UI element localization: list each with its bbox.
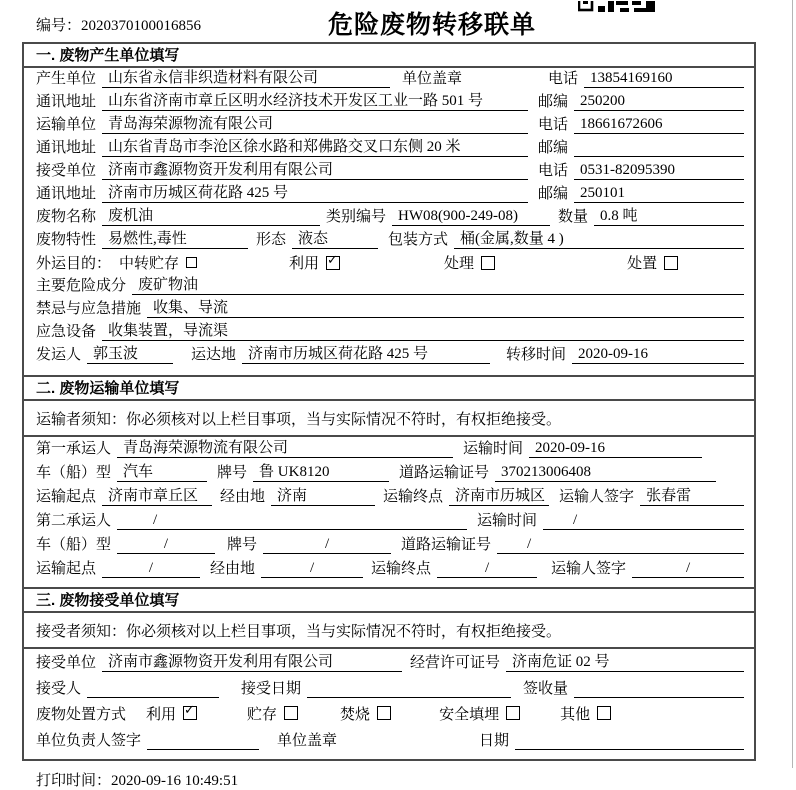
row-responsible-signature bbox=[24, 727, 754, 753]
transport-time-label: 运输时间 bbox=[477, 513, 538, 529]
accept-date-value bbox=[307, 680, 511, 698]
section2-title: 二. 废物运输单位填写 bbox=[24, 375, 754, 401]
dispatcher-value: 郭玉波 bbox=[87, 342, 173, 364]
row-producer-address bbox=[24, 91, 754, 114]
print-time-value: 2020-09-16 10:49:51 bbox=[111, 773, 239, 789]
route-start-label: 运输起点 bbox=[36, 489, 97, 505]
responsible-signature-value bbox=[147, 732, 259, 750]
acceptor-label: 接受人 bbox=[36, 681, 82, 697]
carrier-signature-value: / bbox=[632, 560, 744, 578]
second-carrier-label: 第二承运人 bbox=[36, 513, 112, 529]
emergency-equipment-value: 收集装置，导流渠 bbox=[102, 319, 744, 341]
zip-value: 250200 bbox=[574, 93, 744, 111]
plate-label: 牌号 bbox=[217, 465, 248, 481]
license-label: 经营许可证号 bbox=[410, 655, 501, 671]
packaging-value: 桶(金属,数量 4 ) bbox=[454, 227, 744, 249]
waste-name-value: 废机油 bbox=[102, 204, 320, 226]
print-time bbox=[36, 769, 796, 790]
route-end-value: / bbox=[437, 560, 537, 578]
option-label: 其他 bbox=[560, 706, 591, 723]
transport-time-value: 2020-09-16 bbox=[529, 440, 702, 458]
transport-unit-label: 运输单位 bbox=[36, 117, 97, 133]
print-time-label: 打印时间： bbox=[36, 773, 112, 789]
purpose-option-dispose bbox=[627, 252, 678, 273]
disposal-option-incinerate bbox=[340, 703, 391, 724]
vehicle-type-value: 汽车 bbox=[117, 460, 207, 482]
route-via-value: 济南 bbox=[271, 484, 375, 506]
purpose-option-utilize bbox=[289, 252, 340, 273]
address-label: 通讯地址 bbox=[36, 140, 97, 156]
route-start-value: 济南市章丘区 bbox=[102, 484, 212, 506]
quantity-value: 0.8 吨 bbox=[594, 204, 744, 226]
received-qty-label: 签收量 bbox=[523, 681, 569, 697]
manifest-form bbox=[22, 42, 756, 761]
route-start-value: / bbox=[102, 560, 200, 578]
plate-value: / bbox=[263, 536, 391, 554]
disposal-option-storage bbox=[247, 703, 298, 724]
packaging-label: 包装方式 bbox=[388, 232, 449, 248]
row-vehicle-1 bbox=[24, 461, 754, 485]
plate-label: 牌号 bbox=[227, 537, 258, 553]
checkbox-icon bbox=[183, 706, 197, 720]
accept-unit-value: 济南市鑫源物资开发利用有限公司 bbox=[102, 650, 402, 672]
route-via-label: 经由地 bbox=[210, 561, 256, 577]
plate-value: 鲁 UK8120 bbox=[253, 460, 389, 482]
checkbox-icon bbox=[284, 706, 298, 720]
responsible-signature-label: 单位负责人签字 bbox=[36, 733, 142, 749]
row-second-carrier bbox=[24, 509, 754, 533]
route-via-label: 经由地 bbox=[220, 489, 266, 505]
option-label: 中转贮存 bbox=[119, 256, 180, 272]
transport-time-label: 运输时间 bbox=[463, 441, 524, 457]
transfer-time-value: 2020-09-16 bbox=[572, 346, 744, 364]
section-transporter bbox=[24, 375, 754, 587]
vehicle-type-label: 车（船）型 bbox=[36, 465, 112, 481]
acceptor-value bbox=[87, 680, 219, 698]
serial-value: 2020370100016856 bbox=[81, 18, 202, 34]
row-first-carrier bbox=[24, 437, 754, 461]
checkbox-icon bbox=[186, 257, 197, 268]
quantity-label: 数量 bbox=[558, 209, 589, 225]
row-hazard-component bbox=[24, 275, 754, 298]
row-accept-unit bbox=[24, 649, 754, 675]
option-label: 焚烧 bbox=[340, 706, 371, 723]
zip-value bbox=[574, 139, 744, 157]
checkbox-icon bbox=[377, 706, 391, 720]
road-permit-label: 道路运输证号 bbox=[401, 537, 492, 553]
carrier-signature-value: 张春雷 bbox=[640, 484, 744, 506]
form-label: 形态 bbox=[256, 232, 287, 248]
address-label: 通讯地址 bbox=[36, 186, 97, 202]
option-label: 利用 bbox=[146, 706, 177, 723]
row-transport-unit bbox=[24, 114, 754, 137]
row-vehicle-2 bbox=[24, 533, 754, 557]
option-label: 处理 bbox=[444, 256, 475, 272]
row-waste-property bbox=[24, 229, 754, 252]
hazard-value: 废矿物油 bbox=[132, 273, 744, 295]
qr-code-fragment bbox=[578, 0, 656, 17]
license-value: 济南危证 02 号 bbox=[506, 650, 744, 672]
row-dispatch bbox=[24, 344, 754, 367]
emergency-equipment-label: 应急设备 bbox=[36, 324, 97, 340]
row-transport-address bbox=[24, 137, 754, 160]
disposal-method-label: 废物处置方式 bbox=[36, 706, 127, 723]
address-label: 通讯地址 bbox=[36, 94, 97, 110]
route-start-label: 运输起点 bbox=[36, 561, 97, 577]
serial-label: 编号： bbox=[36, 18, 82, 34]
category-code-value: HW08(900-249-08) bbox=[392, 208, 550, 226]
row-emergency-measures bbox=[24, 298, 754, 321]
checkbox-icon bbox=[597, 706, 611, 720]
route-via-value: / bbox=[261, 560, 363, 578]
phone-label: 电话 bbox=[537, 163, 568, 179]
option-label: 安全填埋 bbox=[439, 706, 500, 723]
zip-label: 邮编 bbox=[537, 140, 568, 156]
destination-value: 济南市历城区荷花路 425 号 bbox=[242, 342, 490, 364]
checkbox-icon bbox=[326, 256, 340, 270]
page-right-edge bbox=[792, 0, 793, 768]
date-label: 日期 bbox=[479, 733, 510, 749]
carrier-signature-label: 运输人签字 bbox=[559, 489, 635, 505]
transport-time-value: / bbox=[543, 512, 744, 530]
receiver-notice: 接受者须知：你必须核对以上栏目事项，当与实际情况不符时，有权拒绝接受。 bbox=[24, 613, 754, 649]
destination-label: 运达地 bbox=[191, 347, 237, 363]
carrier-signature-label: 运输人签字 bbox=[551, 561, 627, 577]
phone-value: 18661672606 bbox=[574, 116, 744, 134]
received-qty-value bbox=[574, 680, 744, 698]
disposal-option-utilize bbox=[146, 703, 197, 724]
option-label: 贮存 bbox=[247, 706, 278, 723]
row-receiver-address bbox=[24, 183, 754, 206]
phone-value: 13854169160 bbox=[584, 70, 744, 88]
address-value: 山东省青岛市李沧区徐水路和郑佛路交叉口东侧 20 米 bbox=[102, 135, 528, 157]
zip-label: 邮编 bbox=[537, 94, 568, 110]
section1-title: 一. 废物产生单位填写 bbox=[24, 44, 754, 68]
phone-label: 电话 bbox=[537, 117, 568, 133]
date-value bbox=[515, 732, 744, 750]
route-end-value: 济南市历城区 bbox=[449, 484, 549, 506]
row-disposal-method bbox=[24, 701, 754, 727]
page-title: 危险废物转移联单 bbox=[327, 11, 536, 39]
option-label: 处置 bbox=[627, 256, 658, 272]
row-acceptance bbox=[24, 675, 754, 701]
option-label: 利用 bbox=[289, 256, 320, 272]
form-value: 液态 bbox=[292, 227, 378, 249]
disposal-option-landfill bbox=[439, 703, 520, 724]
route-end-label: 运输终点 bbox=[371, 561, 432, 577]
receiver-unit-label: 接受单位 bbox=[36, 163, 97, 179]
disposal-option-other bbox=[560, 703, 611, 724]
purpose-option-transfer-storage bbox=[119, 252, 197, 273]
row-waste-name bbox=[24, 206, 754, 229]
first-carrier-value: 青岛海荣源物流有限公司 bbox=[117, 436, 453, 458]
road-permit-value: / bbox=[497, 536, 744, 554]
transport-unit-value: 青岛海荣源物流有限公司 bbox=[102, 112, 528, 134]
row-route-2 bbox=[24, 557, 754, 581]
accept-unit-label: 接受单位 bbox=[36, 655, 97, 671]
route-end-label: 运输终点 bbox=[383, 489, 444, 505]
row-receiver-unit bbox=[24, 160, 754, 183]
zip-value: 250101 bbox=[574, 185, 744, 203]
phone-label: 电话 bbox=[548, 71, 579, 87]
zip-label: 邮编 bbox=[537, 186, 568, 202]
unit-seal-label: 单位盖章 bbox=[277, 733, 338, 749]
document-header bbox=[0, 0, 796, 42]
emergency-measures-label: 禁忌与应急措施 bbox=[36, 301, 142, 317]
address-value: 山东省济南市章丘区明水经济技术开发区工业一路 501 号 bbox=[102, 89, 528, 111]
emergency-measures-value: 收集、导流 bbox=[147, 296, 744, 318]
row-emergency-equipment bbox=[24, 321, 754, 344]
purpose-label: 外运目的： bbox=[36, 256, 112, 272]
hazard-label: 主要危险成分 bbox=[36, 278, 127, 294]
section-receiver bbox=[24, 587, 754, 759]
vehicle-type-value: / bbox=[117, 536, 215, 554]
waste-property-value: 易燃性,毒性 bbox=[102, 227, 248, 249]
second-carrier-value: / bbox=[117, 512, 467, 530]
producer-unit-value: 山东省永信非织造材料有限公司 bbox=[102, 66, 390, 88]
transfer-time-label: 转移时间 bbox=[506, 347, 567, 363]
producer-unit-label: 产生单位 bbox=[36, 71, 97, 87]
waste-property-label: 废物特性 bbox=[36, 232, 97, 248]
purpose-option-treat bbox=[444, 252, 495, 273]
accept-date-label: 接受日期 bbox=[241, 681, 302, 697]
address-value: 济南市历城区荷花路 425 号 bbox=[102, 181, 528, 203]
waste-name-label: 废物名称 bbox=[36, 209, 97, 225]
checkbox-icon bbox=[481, 256, 495, 270]
section-producer bbox=[24, 44, 754, 375]
section3-title: 三. 废物接受单位填写 bbox=[24, 587, 754, 613]
row-transfer-purpose bbox=[24, 252, 754, 275]
road-permit-value: 370213006408 bbox=[495, 464, 716, 482]
receiver-unit-value: 济南市鑫源物资开发利用有限公司 bbox=[102, 158, 528, 180]
dispatcher-label: 发运人 bbox=[36, 347, 82, 363]
unit-seal-label: 单位盖章 bbox=[402, 71, 463, 87]
checkbox-icon bbox=[664, 256, 678, 270]
row-route-1 bbox=[24, 485, 754, 509]
row-producer-unit bbox=[24, 68, 754, 91]
phone-value: 0531-82095390 bbox=[574, 162, 744, 180]
first-carrier-label: 第一承运人 bbox=[36, 441, 112, 457]
road-permit-label: 道路运输证号 bbox=[399, 465, 490, 481]
vehicle-type-label: 车（船）型 bbox=[36, 537, 112, 553]
category-code-label: 类别编号 bbox=[326, 209, 387, 225]
checkbox-icon bbox=[506, 706, 520, 720]
transporter-notice: 运输者须知：你必须核对以上栏目事项，当与实际情况不符时，有权拒绝接受。 bbox=[24, 401, 754, 437]
